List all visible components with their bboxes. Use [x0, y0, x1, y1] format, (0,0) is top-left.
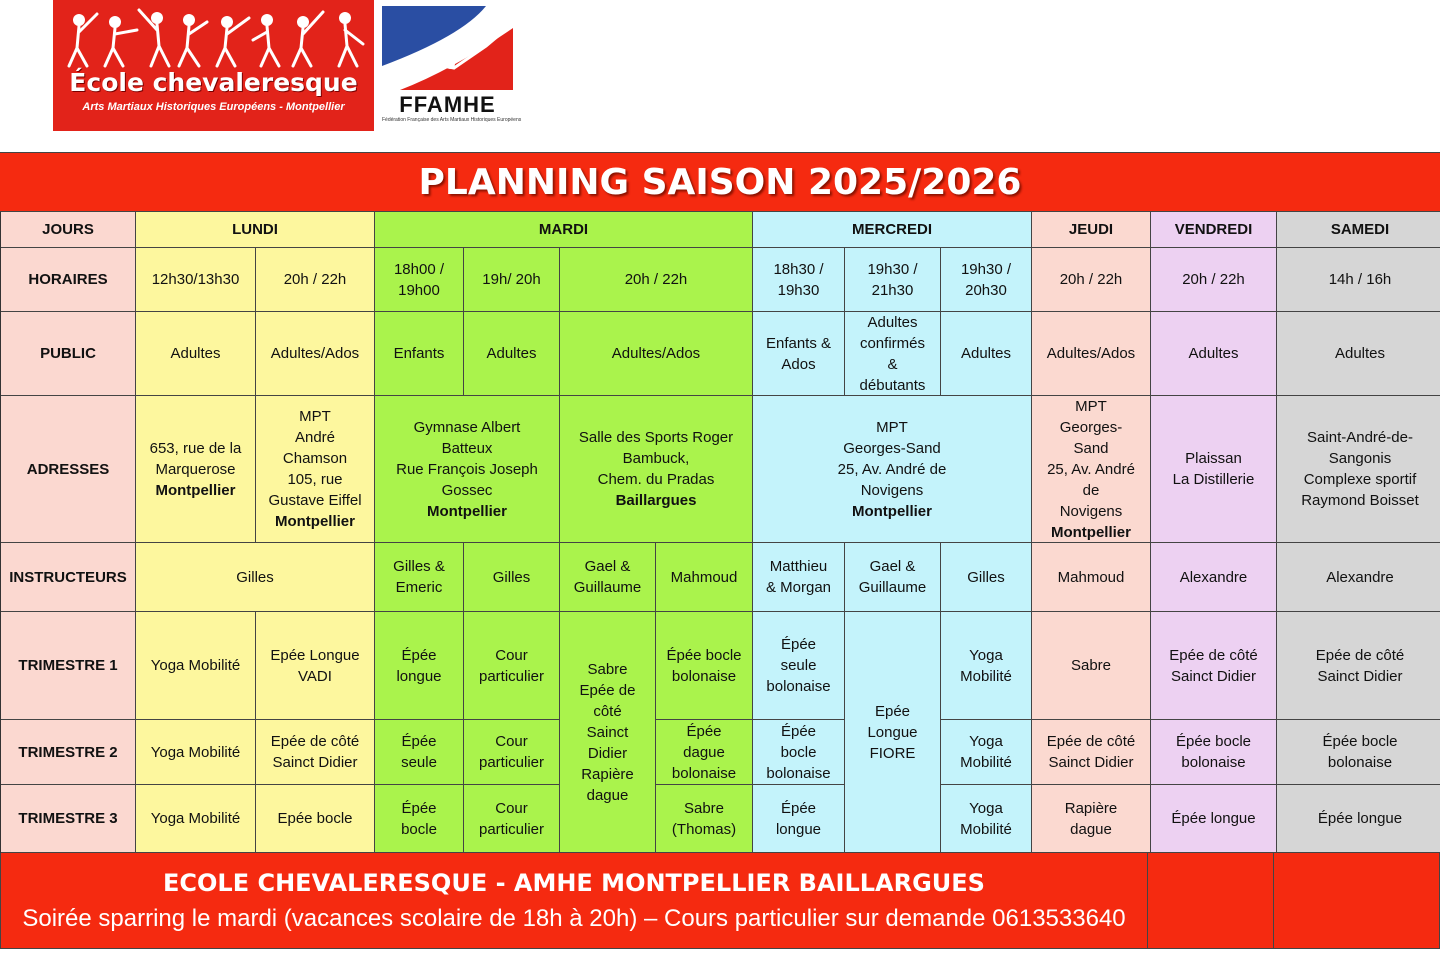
instructeur-cell: Alexandre	[1277, 543, 1440, 612]
public-cell: Enfants	[375, 312, 464, 396]
cours-cell: Épée seule	[375, 720, 464, 785]
row-label-jours: JOURS	[1, 212, 136, 248]
adresse-cell: Gymnase Albert Batteux Rue François Joseph Gossec Montpellier	[375, 396, 560, 543]
row-label-adresses: ADRESSES	[1, 396, 136, 543]
footer	[0, 853, 1440, 949]
day-header-jeudi: JEUDI	[1032, 212, 1151, 248]
cours-cell: Épée longue	[753, 785, 845, 853]
day-header-lundi: LUNDI	[136, 212, 375, 248]
ffamhe-logo	[382, 6, 522, 124]
footer-divider	[1273, 853, 1274, 948]
horaire-cell: 18h00 / 19h00	[375, 248, 464, 312]
public-cell: Adultes	[464, 312, 560, 396]
cours-cell: Rapière dague	[1032, 785, 1151, 853]
cours-cell: Sabre (Thomas)	[656, 785, 753, 853]
cours-cell: Epée de côté Sainct Didier	[1277, 612, 1440, 720]
cours-cell: Epée de côté Sainct Didier	[1032, 720, 1151, 785]
horaire-cell: 14h / 16h	[1277, 248, 1440, 312]
cours-cell: Épée bocle bolonaise	[753, 720, 845, 785]
horaire-cell: 20h / 22h	[1151, 248, 1277, 312]
cours-cell: Épée bocle	[375, 785, 464, 853]
instructeur-cell: Mahmoud	[1032, 543, 1151, 612]
ecole-chevaleresque-logo	[53, 0, 374, 131]
public-cell: Adultes	[136, 312, 256, 396]
public-cell: Adultes/Ados	[560, 312, 753, 396]
row-label-trimestre-1: TRIMESTRE 1	[1, 612, 136, 720]
cours-cell: Épée bocle bolonaise	[1277, 720, 1440, 785]
cours-cell: Cour particulier	[464, 612, 560, 720]
cours-cell: Épée bocle bolonaise	[1151, 720, 1277, 785]
ecole-logo-title: École chevaleresque	[69, 68, 358, 97]
ffamhe-logo-subtitle: Fédération Française des Arts Martiaux Historiques Européens	[382, 117, 522, 123]
public-cell: Adultes	[941, 312, 1032, 396]
adresse-cell: Plaissan La Distillerie	[1151, 396, 1277, 543]
horaire-cell: 12h30/13h30	[136, 248, 256, 312]
adresse-cell: MPT André Chamson 105, rue Gustave Eiffel Montpellier	[256, 396, 375, 543]
cours-cell: Yoga Mobilité	[136, 720, 256, 785]
cours-cell: Yoga Mobilité	[136, 785, 256, 853]
cours-cell: Epée de côté Sainct Didier	[256, 720, 375, 785]
footer-divider	[1147, 853, 1148, 948]
instructeur-cell: Gael & Guillaume	[845, 543, 941, 612]
horaire-cell: 19h30 / 20h30	[941, 248, 1032, 312]
instructeur-cell: Gael & Guillaume	[560, 543, 656, 612]
footer-title: ECOLE CHEVALERESQUE - AMHE MONTPELLIER BAILLARGUES	[163, 869, 985, 897]
footer-note: Soirée sparring le mardi (vacances scolaire de 18h à 20h) – Cours particulier sur demande 0613533640	[22, 905, 1126, 932]
instructeur-cell: Mahmoud	[656, 543, 753, 612]
adresse-cell: Saint-André-de- Sangonis Complexe sportif Raymond Boisset	[1277, 396, 1440, 543]
schedule-grid	[0, 212, 1440, 853]
cours-cell: Cour particulier	[464, 720, 560, 785]
ecole-logo-subtitle: Arts Martiaux Historiques Européens - Montpellier	[82, 101, 345, 113]
ffamhe-fencer-icon	[382, 6, 513, 90]
adresse-cell: MPT Georges- Sand 25, Av. André de Novigens Montpellier	[1032, 396, 1151, 543]
day-header-mardi: MARDI	[375, 212, 753, 248]
instructeur-cell: Matthieu & Morgan	[753, 543, 845, 612]
cours-cell: Sabre	[1032, 612, 1151, 720]
horaire-cell: 20h / 22h	[1032, 248, 1151, 312]
cours-cell: Épée seule bolonaise	[753, 612, 845, 720]
ffamhe-logo-name: FFAMHE	[399, 92, 496, 117]
instructeur-cell: Alexandre	[1151, 543, 1277, 612]
page-title: PLANNING SAISON 2025/2026	[418, 161, 1022, 203]
row-label-public: PUBLIC	[1, 312, 136, 396]
adresse-cell: Salle des Sports Roger Bambuck, Chem. du Pradas Baillargues	[560, 396, 753, 543]
day-header-mercredi: MERCREDI	[753, 212, 1032, 248]
cours-cell: Épée longue	[375, 612, 464, 720]
public-cell: Adultes	[1151, 312, 1277, 396]
cours-cell: Yoga Mobilité	[941, 785, 1032, 853]
row-label-horaires: HORAIRES	[1, 248, 136, 312]
day-header-samedi: SAMEDI	[1277, 212, 1440, 248]
cours-cell: Epée de côté Sainct Didier	[1151, 612, 1277, 720]
instructeur-cell: Gilles	[136, 543, 375, 612]
instructeur-cell: Gilles & Emeric	[375, 543, 464, 612]
cours-cell: Épée bocle bolonaise	[656, 612, 753, 720]
cours-cell: Yoga Mobilité	[941, 720, 1032, 785]
horaire-cell: 20h / 22h	[560, 248, 753, 312]
cours-cell: Épée longue	[1151, 785, 1277, 853]
cours-cell: Cour particulier	[464, 785, 560, 853]
public-cell: Adultes	[1277, 312, 1440, 396]
instructeur-cell: Gilles	[941, 543, 1032, 612]
title-band	[0, 152, 1440, 212]
horaire-cell: 19h/ 20h	[464, 248, 560, 312]
row-label-trimestre-2: TRIMESTRE 2	[1, 720, 136, 785]
row-label-trimestre-3: TRIMESTRE 3	[1, 785, 136, 853]
public-cell: Adultes/Ados	[256, 312, 375, 396]
header	[0, 0, 1440, 152]
cours-cell: Épée longue	[1277, 785, 1440, 853]
adresse-cell: 653, rue de la Marquerose Montpellier	[136, 396, 256, 543]
horaire-cell: 19h30 / 21h30	[845, 248, 941, 312]
adresse-cell: MPT Georges-Sand 25, Av. André de Novigens Montpellier	[753, 396, 1032, 543]
cours-cell-mardi-all-trimestres: Sabre Epée de côté Sainct Didier Rapière dague	[560, 612, 656, 853]
cours-cell: Epée bocle	[256, 785, 375, 853]
public-cell: Adultes confirmés & débutants	[845, 312, 941, 396]
cours-cell: Yoga Mobilité	[136, 612, 256, 720]
row-label-instructeurs: INSTRUCTEURS	[1, 543, 136, 612]
public-cell: Adultes/Ados	[1032, 312, 1151, 396]
cours-cell-mercredi-all-trimestres: Epée Longue FIORE	[845, 612, 941, 853]
day-header-vendredi: VENDREDI	[1151, 212, 1277, 248]
horaire-cell: 18h30 / 19h30	[753, 248, 845, 312]
public-cell: Enfants & Ados	[753, 312, 845, 396]
instructeur-cell: Gilles	[464, 543, 560, 612]
cours-cell: Epée Longue VADI	[256, 612, 375, 720]
cours-cell: Yoga Mobilité	[941, 612, 1032, 720]
horaire-cell: 20h / 22h	[256, 248, 375, 312]
fencers-silhouette-icon	[57, 4, 370, 70]
cours-cell: Épée dague bolonaise	[656, 720, 753, 785]
